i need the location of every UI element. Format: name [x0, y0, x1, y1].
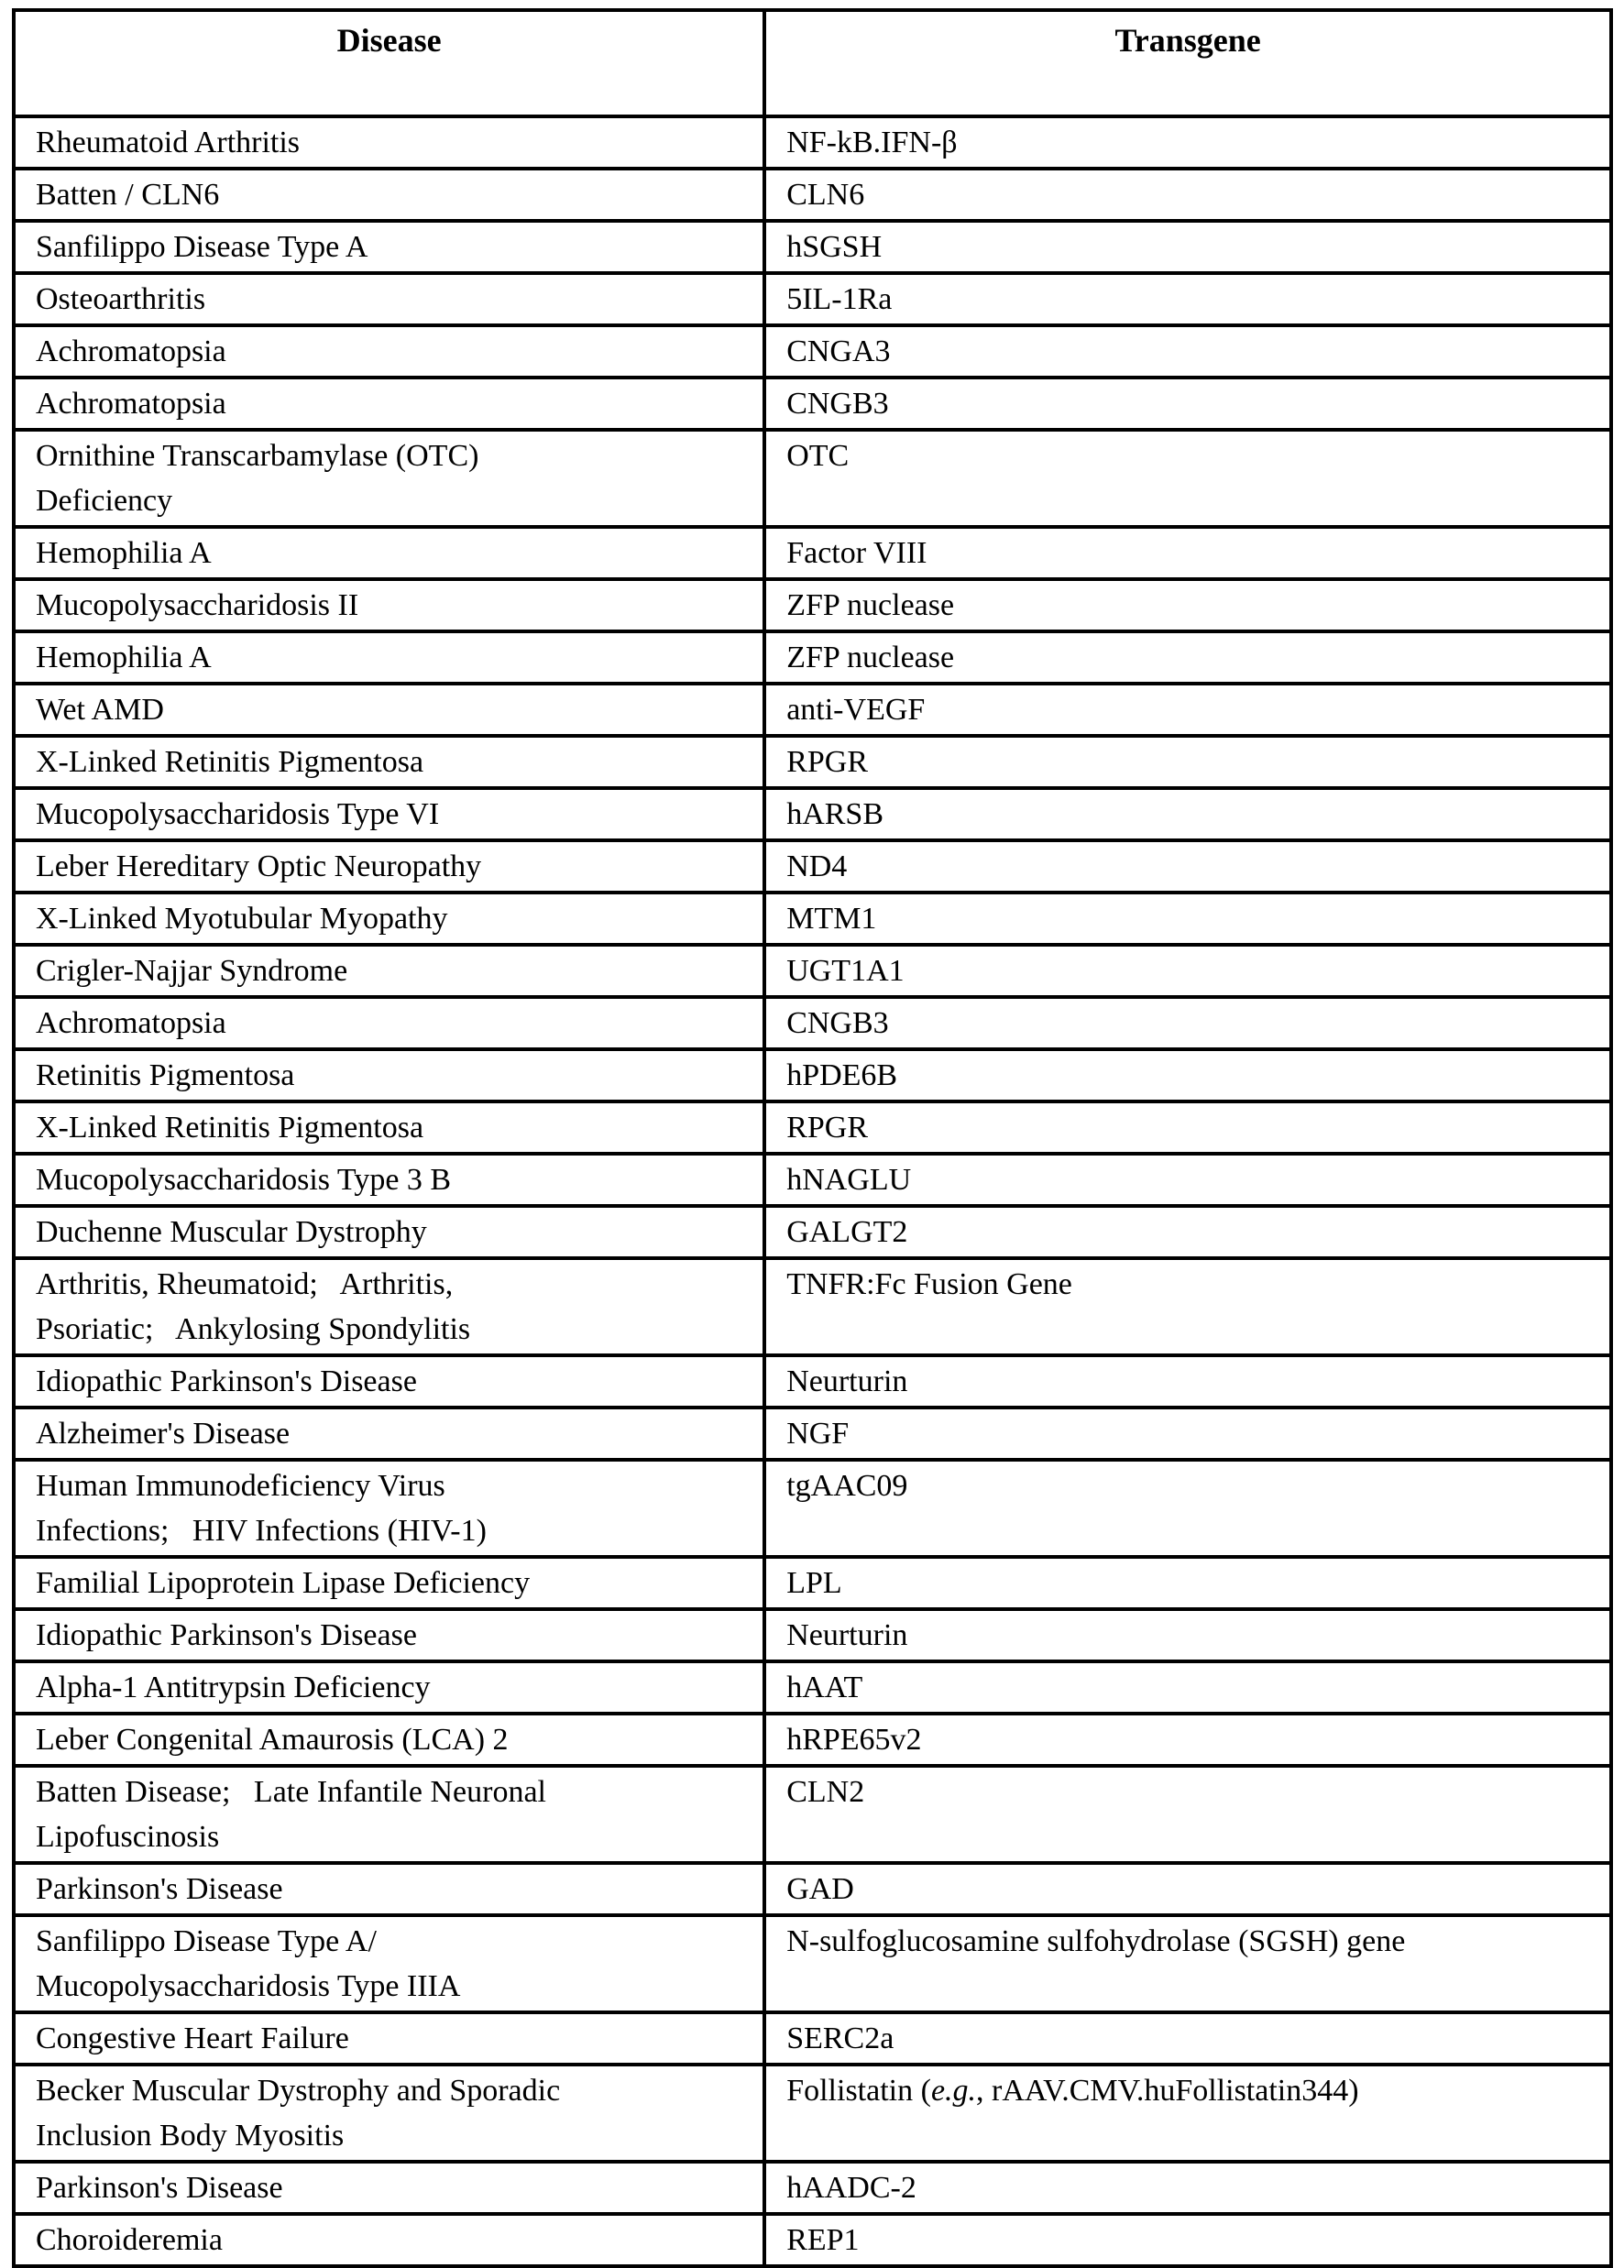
transgene-cell: GAD: [764, 1863, 1611, 1915]
transgene-cell: CNGB3: [764, 378, 1611, 430]
transgene-column-header: Transgene: [764, 10, 1611, 116]
transgene-cell: MTM1: [764, 893, 1611, 945]
table-row: [14, 997, 1611, 1049]
disease-cell: Mucopolysaccharidosis Type VI: [14, 788, 764, 840]
table-row: [14, 579, 1611, 631]
disease-cell: Batten / CLN6: [14, 169, 764, 221]
disease-cell: X-Linked Myotubular Myopathy: [14, 893, 764, 945]
disease-cell: Leber Hereditary Optic Neuropathy: [14, 840, 764, 893]
transgene-cell: hAADC-2: [764, 2162, 1611, 2214]
transgene-text-part: , rAAV.CMV.huFollistatin344): [976, 2074, 1359, 2108]
disease-cell: Arthritis, Rheumatoid; Arthritis, Psoriatic; Ankylosing Spondylitis: [14, 1258, 764, 1355]
disease-cell: Hemophilia A: [14, 527, 764, 579]
disease-cell: Idiopathic Parkinson's Disease: [14, 1609, 764, 1661]
disease-cell: Alzheimer's Disease: [14, 1408, 764, 1460]
transgene-cell: Neurturin: [764, 1609, 1611, 1661]
table-row: [14, 273, 1611, 325]
disease-cell: Crigler-Najjar Syndrome: [14, 945, 764, 997]
table-row: [14, 1355, 1611, 1408]
transgene-cell: ZFP nuclease: [764, 579, 1611, 631]
table-row: [14, 840, 1611, 893]
disease-transgene-table: [12, 8, 1613, 2268]
transgene-cell: hSGSH: [764, 221, 1611, 273]
table-row: [14, 1915, 1611, 2012]
disease-cell: Ornithine Transcarbamylase (OTC) Deficiency: [14, 430, 764, 527]
transgene-cell: CNGA3: [764, 325, 1611, 378]
disease-cell: Sanfilippo Disease Type A: [14, 221, 764, 273]
disease-cell: Familial Lipoprotein Lipase Deficiency: [14, 1557, 764, 1609]
transgene-cell: CNGB3: [764, 997, 1611, 1049]
transgene-cell: REP1: [764, 2214, 1611, 2266]
disease-cell: Achromatopsia: [14, 997, 764, 1049]
transgene-cell: LPL: [764, 1557, 1611, 1609]
table-row: [14, 893, 1611, 945]
table-row: [14, 1661, 1611, 1714]
disease-cell: Parkinson's Disease: [14, 2162, 764, 2214]
table-row: [14, 325, 1611, 378]
disease-cell: Leber Congenital Amaurosis (LCA) 2: [14, 1714, 764, 1766]
disease-cell: X-Linked Retinitis Pigmentosa: [14, 736, 764, 788]
disease-cell: Parkinson's Disease: [14, 1863, 764, 1915]
table-row: [14, 2214, 1611, 2266]
table-row: [14, 631, 1611, 684]
disease-cell: Osteoarthritis: [14, 273, 764, 325]
transgene-cell: anti-VEGF: [764, 684, 1611, 736]
transgene-cell: NGF: [764, 1408, 1611, 1460]
table-row: [14, 1766, 1611, 1863]
disease-cell: X-Linked Retinitis Pigmentosa: [14, 1101, 764, 1154]
transgene-cell: 5IL-1Ra: [764, 273, 1611, 325]
transgene-text-part: Follistatin (: [786, 2074, 931, 2108]
table-row: [14, 1258, 1611, 1355]
disease-cell: Idiopathic Parkinson's Disease: [14, 1355, 764, 1408]
transgene-cell: NF-kB.IFN-β: [764, 116, 1611, 169]
transgene-cell: UGT1A1: [764, 945, 1611, 997]
disease-cell: Becker Muscular Dystrophy and Sporadic Inclusion Body Myositis: [14, 2065, 764, 2162]
transgene-cell: CLN2: [764, 1766, 1611, 1863]
table-row: [14, 1206, 1611, 1258]
transgene-cell: RPGR: [764, 736, 1611, 788]
transgene-cell: hARSB: [764, 788, 1611, 840]
disease-cell: Mucopolysaccharidosis II: [14, 579, 764, 631]
table-row: [14, 378, 1611, 430]
disease-cell: Hemophilia A: [14, 631, 764, 684]
disease-cell: Retinitis Pigmentosa: [14, 1049, 764, 1101]
table-row: [14, 788, 1611, 840]
table-row: [14, 736, 1611, 788]
disease-cell: Sanfilippo Disease Type A/ Mucopolysaccharidosis Type IIIA: [14, 1915, 764, 2012]
table-row: [14, 684, 1611, 736]
transgene-cell: CLN6: [764, 169, 1611, 221]
table-row: [14, 1460, 1611, 1557]
table-row: [14, 527, 1611, 579]
transgene-cell: [764, 2065, 1611, 2162]
transgene-cell: OTC: [764, 430, 1611, 527]
table-row: [14, 1714, 1611, 1766]
disease-cell: Wet AMD: [14, 684, 764, 736]
transgene-cell: SERC2a: [764, 2012, 1611, 2065]
transgene-cell: ND4: [764, 840, 1611, 893]
transgene-cell: hNAGLU: [764, 1154, 1611, 1206]
disease-cell: Rheumatoid Arthritis: [14, 116, 764, 169]
transgene-cell: hAAT: [764, 1661, 1611, 1714]
table-row: [14, 1101, 1611, 1154]
table-row: [14, 945, 1611, 997]
table-row: [14, 2162, 1611, 2214]
table-row: [14, 1863, 1611, 1915]
table-row: [14, 430, 1611, 527]
disease-cell: Duchenne Muscular Dystrophy: [14, 1206, 764, 1258]
disease-cell: Mucopolysaccharidosis Type 3 B: [14, 1154, 764, 1206]
disease-cell: Congestive Heart Failure: [14, 2012, 764, 2065]
transgene-cell: Factor VIII: [764, 527, 1611, 579]
table-body: [14, 116, 1611, 2266]
table-row: [14, 169, 1611, 221]
transgene-cell: tgAAC09: [764, 1460, 1611, 1557]
transgene-cell: N-sulfoglucosamine sulfohydrolase (SGSH) gene: [764, 1915, 1611, 2012]
table-row: [14, 1408, 1611, 1460]
disease-cell: Achromatopsia: [14, 378, 764, 430]
table-row: [14, 1154, 1611, 1206]
disease-cell: Choroideremia: [14, 2214, 764, 2266]
transgene-cell: hPDE6B: [764, 1049, 1611, 1101]
disease-cell: Batten Disease; Late Infantile Neuronal Lipofuscinosis: [14, 1766, 764, 1863]
table-row: [14, 1557, 1611, 1609]
header-row: [14, 10, 1611, 116]
transgene-cell: hRPE65v2: [764, 1714, 1611, 1766]
table-row: [14, 2065, 1611, 2162]
table-row: [14, 221, 1611, 273]
transgene-cell: GALGT2: [764, 1206, 1611, 1258]
table-row: [14, 1049, 1611, 1101]
table-row: [14, 116, 1611, 169]
table-row: [14, 2012, 1611, 2065]
disease-cell: Human Immunodeficiency Virus Infections; HIV Infections (HIV-1): [14, 1460, 764, 1557]
table-row: [14, 1609, 1611, 1661]
disease-cell: Alpha-1 Antitrypsin Deficiency: [14, 1661, 764, 1714]
disease-column-header: Disease: [14, 10, 764, 116]
transgene-cell: ZFP nuclease: [764, 631, 1611, 684]
transgene-cell: Neurturin: [764, 1355, 1611, 1408]
transgene-text-part: e.g.: [930, 2074, 977, 2108]
transgene-cell: TNFR:Fc Fusion Gene: [764, 1258, 1611, 1355]
transgene-cell: RPGR: [764, 1101, 1611, 1154]
disease-cell: Achromatopsia: [14, 325, 764, 378]
